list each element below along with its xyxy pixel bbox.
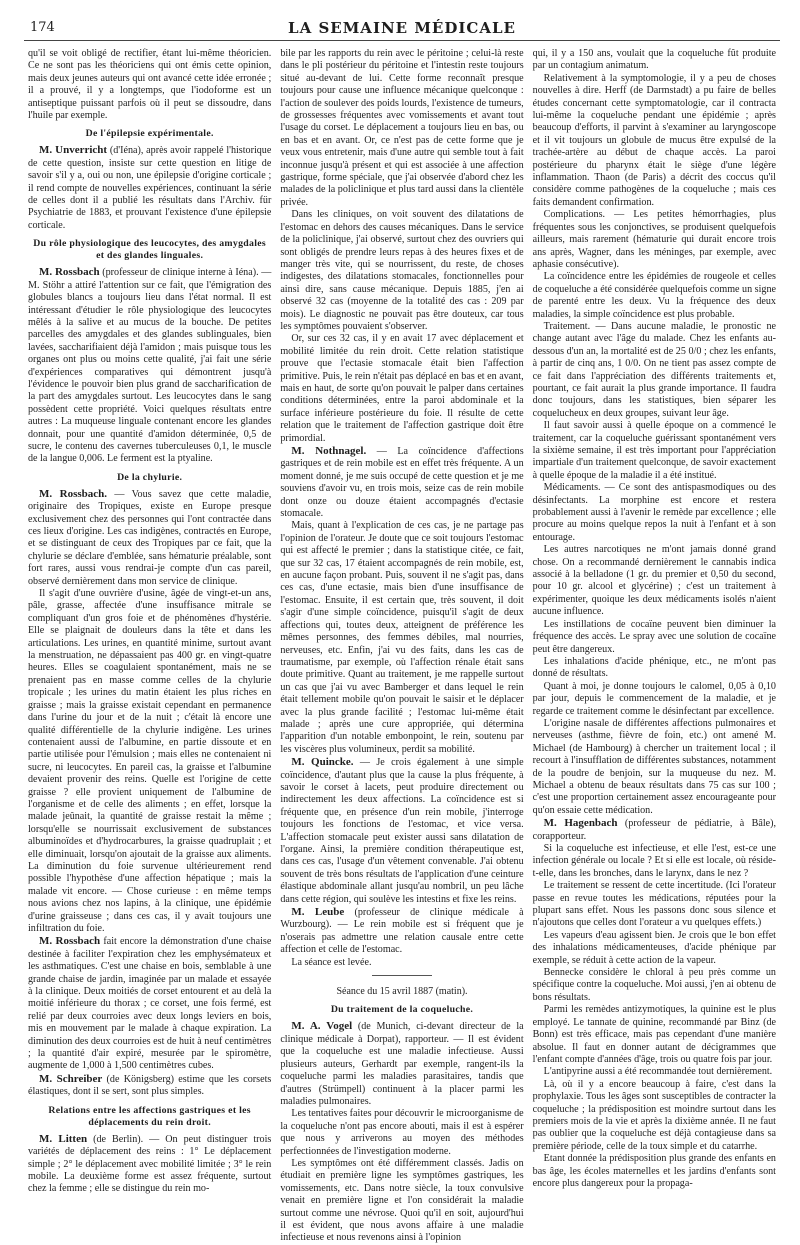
paragraph: L'origine nasale de différentes affections pulmonaires et nerveuses (asthme, fièvre de foin, etc.) ont amené M. Michael (de Hambourg) à chercher un traitement local ; il recourt à l'insufflation de différentes substances, notamment de la poudre de benjoin, sur la muqueuse du nez. M. Michael a obtenu de beaux résultats dans 75 cas sur 100 ; c'est une proportion certainement assez encourageante pour qu'on essaie cette médication. [532, 717, 776, 816]
paragraph: Si la coqueluche est infectieuse, et elle l'est, est-ce une infection générale ou locale ? Et si elle est locale, où réside-t-elle, dans les bronches, dans le larynx, dans le nez ? [532, 843, 776, 879]
speaker-name: M. Rossbach [39, 266, 100, 279]
section-heading: Du traitement de la coqueluche. [330, 1004, 474, 1016]
paragraph-text: (de Königsberg) estime que les corsets élastiques, dont il se sert, sont plus simples. [28, 1073, 272, 1098]
speaker-name: M. Quincke. [291, 756, 354, 769]
paragraph-text: (professeur de pédiatrie, à Bâle), corapporteur. [532, 818, 776, 842]
paragraph-text: (de Berlin). — On peut distinguer trois variétés de déplacement des reins : 1° Le déplacement simple ; 2° le déplacement avec mobilité limitée ; 3° le rein mobile. La deuxième forme est assez fréquente, surtout chez la femme ; elle se distingue du rein mo- [28, 1133, 272, 1195]
paragraph-text: (de Munich, ci-devant directeur de la clinique médicale à Dorpat), rapporteur. — Il est évident que la coqueluche est une maladie infectieuse. Aussi plusieurs auteurs, Gerhardt par exemple, rangent-ils la coqueluche parmi les maladies parasitaires, tandis que d'autres (Strümpell) continuent à la placer parmi les maladies pulmonaires. [280, 1021, 524, 1107]
paragraph: Les instillations de cocaïne peuvent bien diminuer la fréquence des accès. Le spray avec une solution de cocaïne peut être dangereux. [532, 618, 776, 655]
speaker-name: M. Rossbach [39, 935, 101, 948]
paragraph [280, 756, 523, 906]
speaker-name: M. Hagenbach [543, 817, 618, 830]
paragraph-text: (d'Iéna), après avoir rappelé l'historique de cette question, insiste sur cette question en litige de savoir s'il y a, oui ou non, une épilepsie d'origine corticale ; il rend compte de nouvelles expériences, continuant la série de celles dont il a publié les résultats dans l'Archiv. für Psychiatrie de 1883, et prouvant l'existence d'une épilepsie corticale. [28, 145, 272, 231]
paragraph: Les tentatives faites pour découvrir le microorganisme de la coqueluche n'ont pas encore abouti, mais il est à espérer que nous y arriverons au moyen des méthodes perfectionnées de l'investigation moderne. [280, 1108, 524, 1157]
session-date: Séance du 15 avril 1887 (matin). [336, 986, 468, 998]
paragraph: Traitement. — Dans aucune maladie, le pronostic ne change autant avec l'âge du malade. Chez les enfants au-dessous d'un an, la mortalité est de 25 0/0 ; chez les enfants, à partir de cinq ans, 1 0/0. On ne tient pas assez compte de ce fait dans l'appréciation des différents traitements et, pourtant, ce fait aurait la plus grande importance. Il faudra donc toujours, dans les statistiques, bien séparer les coquelucheux en deux groupes, suivant leur âge. [532, 320, 776, 419]
speaker-name: M. Schreiber [39, 1072, 103, 1085]
paragraph [28, 935, 271, 1072]
paragraph: Complications. — Les petites hémorrhagies, plus fréquentes sous les conjonctives, se produisent quelquefois ailleurs, mais rarement (hématurie qui durait encore trois ans après, Wagner, dans les méninges, par exemple, avec aphasie consécutive). [532, 209, 776, 270]
paragraph: Les vapeurs d'eau agissent bien. Je crois que le bon effet des inhalations médicamenteuses, d'acide phénique par exemple, se réduit à cette action de la vapeur. [532, 929, 776, 966]
paragraph: Parmi les remèdes antizymotiques, la quinine est le plus employé. Le tannate de quinine, recommandé par Binz (de Bonn) est très efficace, mais pas cependant d'une manière absolue. Il faut en donner autant de décigrammes que l'enfant compte d'années d'âge, trois ou quatre fois par jour. [532, 1004, 776, 1065]
speaker-name: M. A. Vogel [291, 1020, 353, 1033]
paragraph: Or, sur ces 32 cas, il y en avait 17 avec déplacement et mobilité limitée du rein droit. Cette relation statistique prouve que l'ectasie stomacale était bien l'affection primitive. Puis, le rein n'était pas déplacé en bas et en avant, mais en haut, de sorte qu'on pouvait le palper dans certaines conditions déterminées, entre la paroi abdominale et la surface inférieure postérieure du foie. Il résulte de cette relation que le traitement de l'affection gastrique doit être primordial. [280, 333, 524, 444]
section-divider [372, 975, 432, 976]
paragraph: Les symptômes ont été différemment classés. Jadis on étudiait en première ligne les symptômes gastriques, les vomissements, etc. Dans notre siècle, la toux convulsive venait en première ligne et l'on considérait la maladie surtout comme une névrose. Quoi qu'il en soit, aujourd'hui il est évident, que nous avons affaire à une maladie infectieuse et nous revenons ainsi à l'opinion [280, 1157, 524, 1244]
paragraph: L'antipyrine aussi a été recommandée tout dernièrement. [543, 1066, 773, 1078]
paragraph [280, 906, 523, 957]
paragraph: Mais, quant à l'explication de ces cas, je ne partage pas l'opinion de l'orateur. Je doute que ce soit toujours l'estomac qui est affecté le premier ; dans la statistique citée, ce fait, que sur 32 cas, 17 étaient accompagnés de rein mobile, est, en aucune façon probant. Puis, souvent il ne s'agit pas, dans ces cas, d'une ectasie, mais bien d'une insuffisance de l'estomac. Ensuite, il est certain que, très souvent, il doit s'agir d'une simple coïncidence, puisqu'il s'agit de deux affections qui, toutes deux, atteignent de préférence les mêmes personnes, des femmes débiles, mal nourries, nerveuses, etc. Enfin, j'ai vu des faits, dans les cas de traumatisme, par exemple, où l'affection rénale était sans doute primitive. Quant au traitement, je me rappelle surtout un cas que j'ai vu avec Bamberger et dans lequel le rein était tellement mobile qu'on pouvait le saisir et le déplacer avec la plus grande facilité ; l'estomac lui-même était malade ; après une cure appropriée, qui détermina l'apparition d'un notable embonpoint, le rein, soutenu par les viscères plus volumineux, perdit sa mobilité. [280, 520, 524, 755]
paragraph-text: — Vous savez que cette maladie, originaire des Tropiques, existe en Europe presque exclusivement chez des personnes qui l'ont contractée dans ces lieux d'origine. Les cas indigènes, contractés en Europe, et se distinguant de ceux des Tropiques par ce fait, que la chylurie se déclare d'emblée, sans hématurie préalable, sont fort rares, aussi vous rendrai-je compte d'un cas pareil, observé dernièrement dans mon service de clinique. [28, 488, 272, 587]
paragraph: Quant à moi, je donne toujours le calomel, 0,05 à 0,10 par jour, depuis le commencement de la maladie, et je regarde ce traitement comme le désinfectant par excellence. [532, 680, 776, 717]
paragraph [280, 445, 523, 520]
page [24, 18, 780, 1244]
paragraph: Dans les cliniques, on voit souvent des dilatations de l'estomac en dehors des causes mécaniques. Dans le service de la policlinique, j'ai observé, surtout chez des ouvriers qui sont obligés de prendre leurs repas à des heures fixes et de manger très vite, qui se nourrissent, du reste, de choses indigestes, des dilatations stomacales, fonctionnelles pour ainsi dire, sans cause mécanique. Depuis 1885, j'en ai observé 32 cas (moyenne de la totalité des cas : 209 par mois). Le diagnostic ne pouvait pas être douteux, car tous les symptômes pouvaient s'observer. [280, 209, 524, 332]
paragraph: Il faut savoir aussi à quelle époque on a commencé le traitement, car la coqueluche guérissant spontanément vers la sixième semaine, il est très important pour l'appréciation impartiale d'un traitement quelconque, de savoir exactement à quelle époque de la maladie il a été institué. [532, 420, 776, 481]
column-1 [28, 48, 272, 1195]
section-heading: Du rôle physiologique des leucocytes, des amygdales et des glandes linguales. [33, 238, 267, 262]
page-number: 174 [30, 20, 55, 35]
paragraph: Il s'agit d'une ouvrière d'usine, âgée de vingt-et-un ans, pâle, grasse, affectée d'une insuffisance mitrale se compliquant d'un gros foie et de phénomènes d'hystérie. Elle se plaignait de douleurs dans la tête et dans les articulations. Les urines, en quantité minime, surtout avant la menstruation, ne dépassaient pas 400 gr. en vingt-quatre heures. Elles se coagulaient spontanément, mais ne se prenaient pas en masse comme celles de la chylurie tropicale ; les urines du matin étaient les plus riches en graisse ; mais la graisse existait cependant en permanence dans l'urine du jour et de la nuit ; c'était là encore une qualité différentielle de la chylurie indigène. Les urines contenaient aussi de l'albumine, en partie dissoute et en partie utilisée pour l'émulsion ; mais elles ne contenaient ni sucre, ni leucocytes. En pareil cas, la graisse et l'albumine devaient provenir des reins. Quelle est l'origine de cette graisse ? elle provient uniquement de l'albumine de l'organisme et de celle des aliments ; en effet, lorsque la malade jeûnait, la quantité de graisse restait la même ; lorsqu'elle se nourrissait exclusivement de substances albuminoïdes et d'hydrocarbures, la graisse quadruplait ; et elle diminuait, lorsqu'on ajoutait de la graisse aux aliments. La diminution du foie survenue ultérieurement rend possible l'hypothèse d'une affection hépatique ; mais la malade vit encore. — Chose curieuse : en même temps nous avions chez nos lapins, à la clinique, une épidémie d'urine graisseuse ; dans ces cas, il y avait toujours une infiltration du foie. [28, 588, 272, 934]
section-heading: De l'épilepsie expérimentale. [85, 128, 214, 140]
section-heading: De la chylurie. [117, 471, 183, 483]
paragraph [28, 488, 271, 588]
paragraph: La coïncidence entre les épidémies de rougeole et celles de coqueluche a été considérée quelquefois comme un signe de parenté entre les deux. Vu la fréquence des deux maladies, la simple coïncidence est plus probable. [532, 271, 776, 320]
paragraph: Relativement à la symptomologie, il y a peu de choses nouvelles à dire. Herff (de Darmstadt) a pu faire de belles études concernant cette symptomatologie, car il contracta lui-même la coqueluche pendant une épidémie ; après beaucoup d'efforts, il parvint à s'examiner au laryngoscope et il vit toujours un globule de mucus être expulsé de la trachée-artère au début de chaque accès. La paroi postérieure du pharynx était le siège d'une légère inflammation. Thaon (de Paris) a décrit des coccus qu'il considère comme pathogènes de la coqueluche ; mais ces faits demandent confirmation. [532, 72, 776, 208]
paragraph [28, 144, 271, 232]
running-head [24, 18, 780, 41]
section-heading: Relations entre les affections gastriques et les déplacements du rein droit. [48, 1104, 251, 1128]
column-2 [280, 48, 524, 1244]
paragraph: Bennecke considère le chloral à peu près comme un spécifique contre la coqueluche. Moi aussi, j'en ai obtenu de bons résultats. [532, 967, 776, 1003]
paragraph [28, 266, 271, 466]
paragraph [28, 1073, 271, 1099]
speaker-name: M. Nothnagel. [291, 445, 367, 457]
speaker-name: M. Rossbach. [39, 487, 108, 500]
speaker-name: M. Unverricht [39, 144, 108, 157]
text-columns [28, 48, 776, 1244]
paragraph: bile par les rapports du rein avec le péritoine ; celui-là reste dans le pli postérieur du péritoine et l'intestin reste toujours situé au-devant de lui. Cette forme reconnaît presque toujours pour cause une influence mécanique quelconque : l'action de soulever des poids lourds, l'existence de tumeurs, de grossesses fréquentes avec vomissements et avant tout l'usage du corset. Le déplacement a toujours lieu en bas, ou en bas et en avant. Or, ce n'est pas de cette forme que je veux vous entretenir, mais d'une autre qui semble tout à fait inconnue jusqu'à présent et qui est associée à une affection gastrique, forme spéciale, que j'ai observée d'abord chez les malades de la policlinique et plus tard aussi dans la clientèle privée. [280, 48, 524, 208]
paragraph-text: (professeur de clinique interne à Iéna). — M. Stöhr a attiré l'attention sur ce fait, que l'émigration des globules blancs a toujours lieu dans l'état normal. Il est intéressant d'étudier le rôle physiologique des leucocytes mêlés à la salive et au mucus de la bouche. De petites parcelles des amygdales et des glandes sublinguales, bien lavées, saccharifiaient déjà l'amidon ; mais puisque tous les organes ont plus ou moins cette qualité, j'ai fait une série d'expériences comparatives qui démontrent jusqu'à l'évidence le pouvoir bien plus grand de saccharification de la part des amygdales surtout. Les leucocytes dans le sang possèdent cette propriété. Voici quelques résultats entre autres : La muqueuse linguale contenant encore les glandes donnait, pour une quantité d'amidon déterminée, 0,5 de sucre, le contenu des cavernes tuberculeuses 0,1, le muscle de la langue 0,006. Le ferment est la ptyaline. [28, 267, 272, 465]
paragraph: Les inhalations d'acide phénique, etc., ne m'ont pas donné de résultats. [532, 655, 776, 680]
paragraph: Médicaments. — Ce sont des antispasmodiques ou des désinfectants. La morphine est encore et restera probablement aussi à l'avenir le remède par excellence ; elle procure au moins quelque repos la nuit à l'enfant et à son entourage. [532, 482, 776, 543]
paragraph: qu'il se voit obligé de rectifier, étant lui-même théoricien. Ce ne sont pas les théoriciens qui ont émis cette opinion, mais deux jeunes auteurs qui ont avancé cette idée erronée ; il a prouvé, il y a longtemps, que l'iodoforme est un antiseptique puissant parfois où il peut se dissoudre, dans l'huile par exemple. [28, 48, 272, 122]
paragraph: Les autres narcotiques ne m'ont jamais donné grand chose. On a recommandé dernièrement le cannabis indica associé à la belladone (1 gr. du premier et 0,50 du second, pour 10 gr. alcool et glycérine) ; c'est un traitement à expérimenter, quoique les deux médicaments isolés n'aient aucune influence. [532, 544, 776, 618]
paragraph: Là, où il y a encore beaucoup à faire, c'est dans la prophylaxie. Tous les âges sont susceptibles de contracter la coqueluche ; la prédisposition est moindre surtout dans les premiers mois de la vie et après la dixième année. Il ne faut pas oublier que la coqueluche est déjà contagieuse dans sa première période, celle de la toux simple et du catarrhe. [532, 1078, 776, 1152]
speaker-name: M. Leube [291, 906, 345, 919]
paragraph-text: fait encore la démonstration d'une chaise destinée à faciliter l'expiration chez les emphysémateux et les asthmatiques. C'est une chaise en bois, semblable à une grande chaise de jardin, imaginée par un malade et essayée à la clinique. Deux moitiés de corset entourent et au delà la moitié inférieure du thorax ; ce corset, une fois fermé, est relié par deux courroies avec deux longs leviers en bois, mis en mouvement par le malade à chaque expiration. La diminution des deux courroies est de huit à neuf centimètres ; la quantité d'air expiré, mesurée par le spiromètre, augmente de 1,000 à 1,500 centimètres cubes. [28, 936, 272, 1072]
paragraph [280, 1020, 523, 1108]
paragraph [533, 817, 776, 843]
speaker-name: M. Litten [39, 1132, 88, 1145]
paragraph: Etant donnée la prédisposition plus grande des enfants en bas âge, les écoles maternelles et les jardins d'enfants sont encore plus dangereux pour la propaga- [532, 1153, 776, 1189]
paragraph [28, 1133, 271, 1196]
paragraph-text: — La coïncidence d'affections gastriques et de rein mobile est en effet très fréquente. A un moment donné, je me suis occupé de cette question et je me souviens d'avoir vu, en trois mois, seize cas de rein mobile dont onze ou douze étaient accompagnés d'ectasie stomacale. [280, 446, 524, 520]
paragraph-text: — Je crois également à une simple coïncidence, d'autant plus que la cause la plus fréquente, à savoir le corset à lacets, peut produire directement ou indirectement les deux affections. La coïncidence est si fréquente que, en présence d'un rein mobile, j'interroge toujours les fonctions de l'estomac, et vice versa. L'affection stomacale peut exister aussi sans dilatation de l'organe. Ainsi, la première condition thérapeutique est, dans ces cas, l'usage d'un vêtement convenable. J'ai obtenu souvent de très bons résultats de l'application d'une ceinture élastique abdominale allant jusqu'au nombril, un peu lâche dans cette région, qui soulève les intestins et fixe les reins. [280, 757, 524, 905]
column-3 [532, 48, 776, 1189]
journal-title: LA SEMAINE MÉDICALE [288, 19, 516, 37]
paragraph: La séance est levée. [291, 956, 372, 968]
paragraph: Le traitement se ressent de cette incertitude. (Ici l'orateur passe en revue toutes les médications, réputées pour la plupart sans effet. Nous les passons donc sous silence et n'ajoutons que celles dont l'orateur a vu quelques effets.) [532, 880, 776, 929]
paragraph-text: (professeur de clinique médicale à Wurzbourg). — Le rein mobile est si fréquent que je n'oserais pas admettre une relation causale entre cette affection et celle de l'estomac. [280, 907, 524, 956]
paragraph: qui, il y a 150 ans, voulait que la coqueluche fût produite par un contagium animatum. [532, 48, 776, 72]
